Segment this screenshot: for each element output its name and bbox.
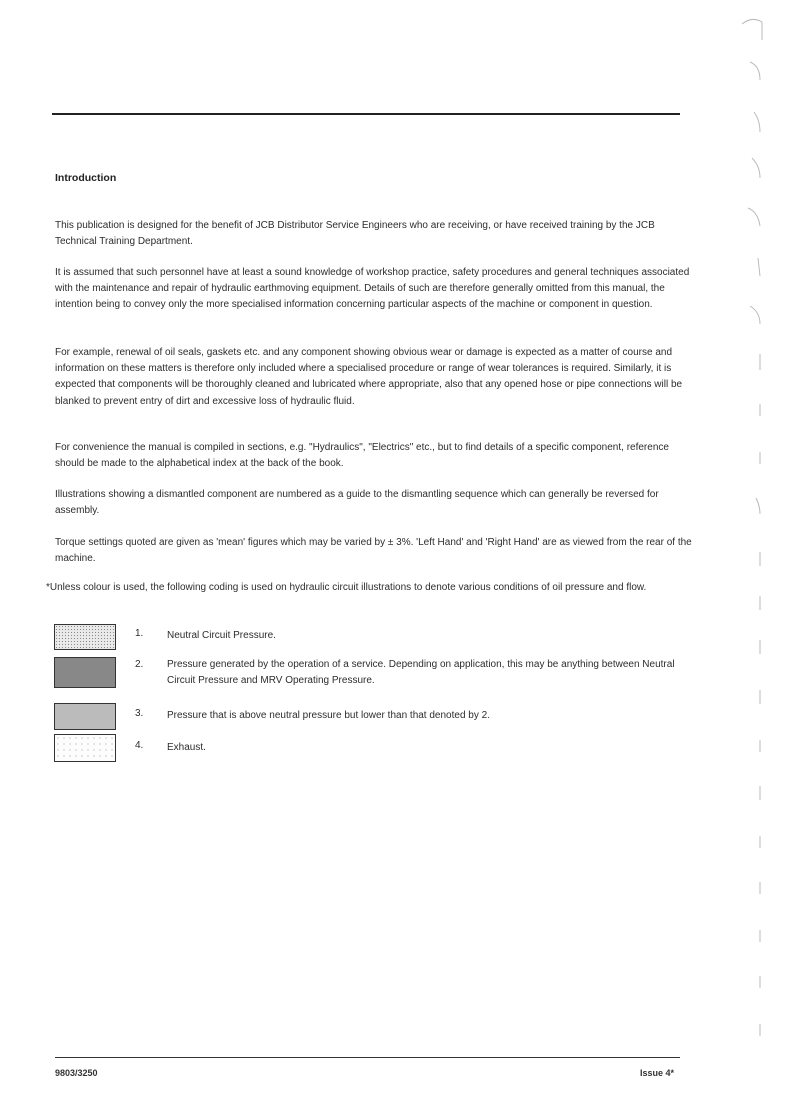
intro-paragraph-2: It is assumed that such personnel have at least a sound knowledge of workshop practice, safety procedures and general techniques associated with the maintenance and repair of hydraulic earthmoving equipment. Details of such are therefore generally omitted from this manual, the intention being to convey only the more specialised information concerning particular aspects of the machine or component in question. — [55, 267, 690, 311]
section-heading: Introduction — [55, 172, 117, 184]
intro-paragraph-4: For convenience the manual is compiled in sections, e.g. "Hydraulics", "Electrics" etc., but to find details of a specific component, reference should be made to the alphabetical index at the back of the book. — [55, 442, 669, 470]
issue-label: Issue 4* — [640, 1068, 675, 1078]
intro-paragraph-1: This publication is designed for the benefit of JCB Distributor Service Engineers who are receiving, or have received training by the JCB Technical Training Department. — [55, 220, 655, 248]
legend-text-1: Neutral Circuit Pressure. — [167, 630, 276, 641]
legend-number-2: 2. — [135, 659, 144, 670]
legend-number-1: 1. — [135, 628, 144, 639]
document-number: 9803/3250 — [55, 1068, 98, 1078]
intro-paragraph-6: Torque settings quoted are given as 'mean' figures which may be varied by ± 3%. 'Left Hand' and 'Right Hand' are as viewed from the rear of the machine. — [55, 537, 692, 565]
legend-text-3: Pressure that is above neutral pressure but lower than that denoted by 2. — [167, 710, 490, 721]
coding-note: *Unless colour is used, the following coding is used on hydraulic circuit illustrations to denote various conditions of oil pressure and flow. — [46, 582, 647, 593]
legend-number-4: 4. — [135, 740, 144, 751]
intro-paragraph-5: Illustrations showing a dismantled component are numbered as a guide to the dismantling sequence which can generally be reversed for assembly. — [55, 489, 659, 517]
legend-text-4: Exhaust. — [167, 742, 206, 753]
header-rule — [52, 113, 680, 115]
legend-swatch-intermediate-pressure — [54, 703, 116, 730]
legend-text-2: Pressure generated by the operation of a service. Depending on application, this may be anything between Neutral Circuit Pressure and MRV Operating Pressure. — [167, 659, 675, 687]
binding-hole-marks — [738, 0, 778, 1114]
legend-swatch-neutral — [54, 624, 116, 650]
footer-rule — [55, 1057, 680, 1058]
intro-paragraph-3: For example, renewal of oil seals, gaskets etc. and any component showing obvious wear or damage is expected as a matter of course and information on these matters is therefore only included where a specialised procedure or range of wear tolerances is required. Similarly, it is expected that components will be thoroughly cleaned and lubricated where appropriate, also that any opened hose or pipe connections will be blanked to prevent entry of dirt and excessive loss of hydraulic fluid. — [55, 347, 683, 407]
legend-swatch-exhaust — [54, 734, 116, 762]
legend-swatch-service-pressure — [54, 657, 116, 688]
legend-number-3: 3. — [135, 708, 144, 719]
